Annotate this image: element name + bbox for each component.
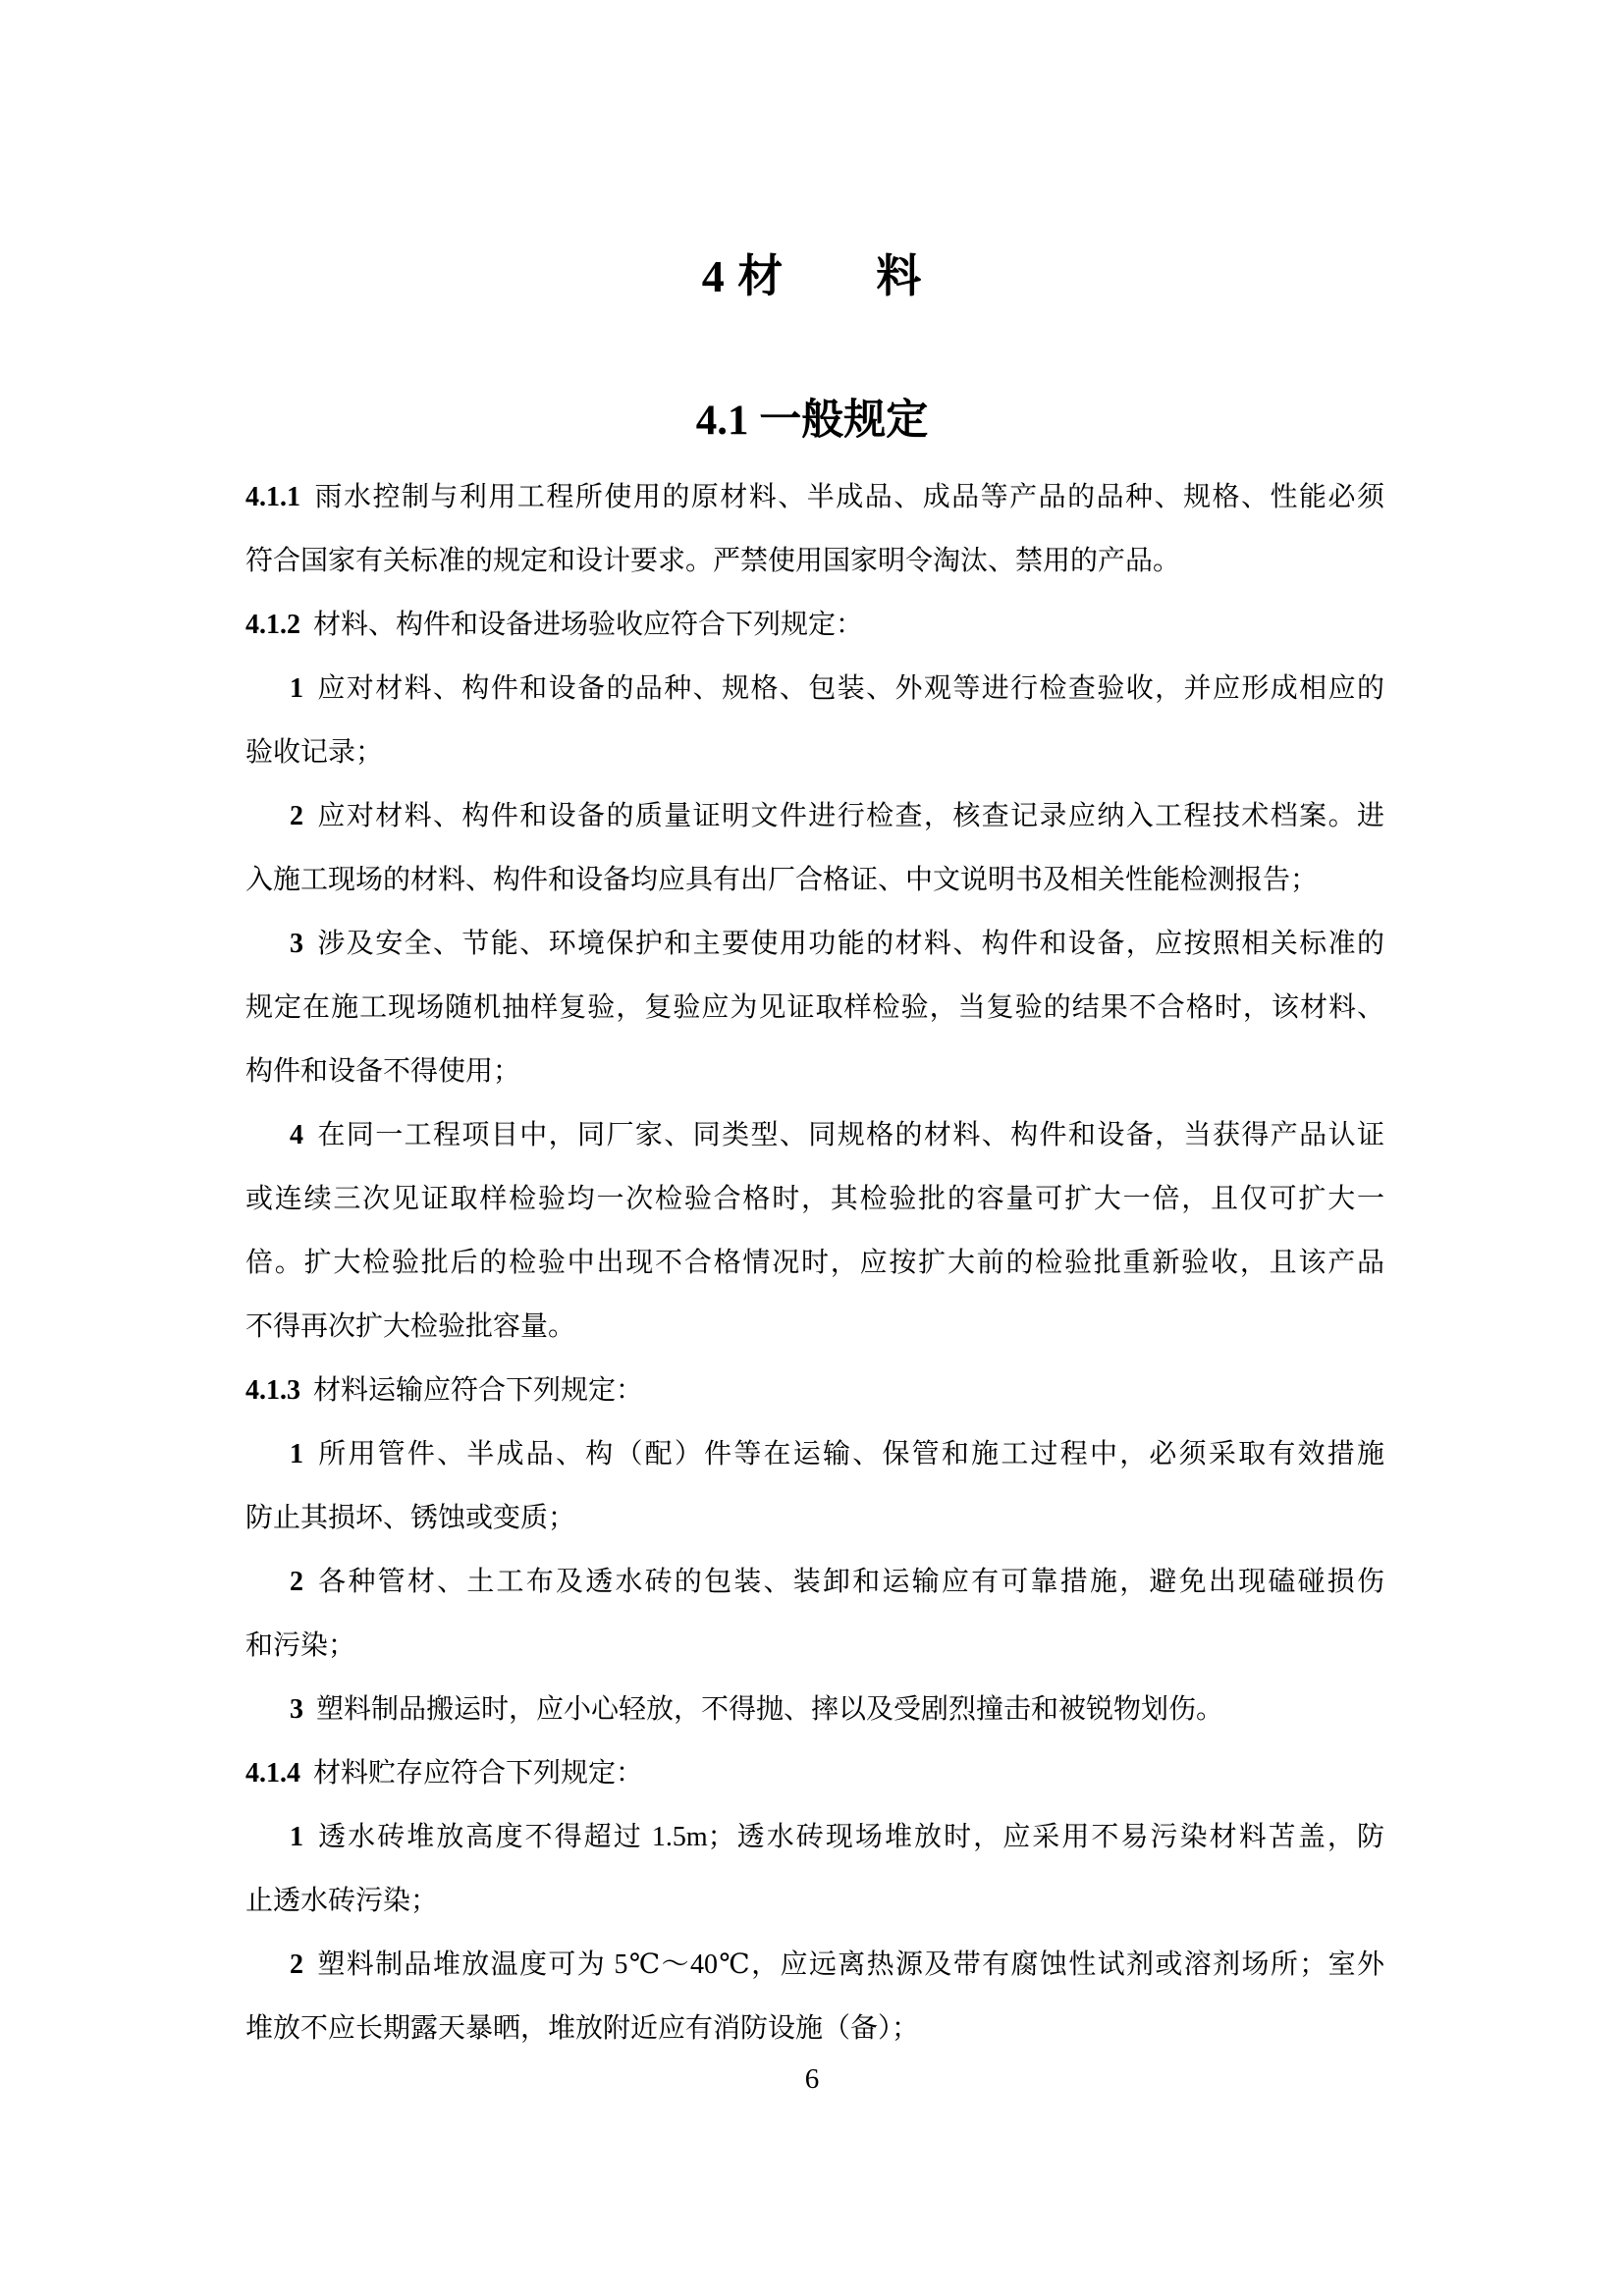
clause-number: 3 [290,929,303,959]
text-line [245,593,1384,657]
text-line [245,529,1384,593]
line-text: 应对材料、构件和设备的质量证明文件进行检查，核查记录应纳入工程技术档案。进 [316,801,1384,831]
text-line [245,657,1384,721]
line-text: 各种管材、土工布及透水砖的包装、装卸和运输应有可靠措施，避免出现磕碰损伤 [316,1567,1384,1597]
text-line [245,912,1384,976]
section-title: 4.1 一般规定 [695,397,929,444]
clause-number: 1 [290,1439,303,1469]
text-line [245,721,1384,784]
line-text: 材料贮存应符合下列规定： [313,1758,644,1789]
line-text: 倍。扩大检验批后的检验中出现不合格情况时，应按扩大前的检验批重新验收，且该产品 [245,1248,1384,1278]
line-text: 雨水控制与利用工程所使用的原材料、半成品、成品等产品的品种、规格、性能必须 [313,482,1384,512]
line-text: 在同一工程项目中，同厂家、同类型、同规格的材料、构件和设备，当获得产品认证 [316,1120,1384,1150]
line-text: 或连续三次见证取样检验均一次检验合格时，其检验批的容量可扩大一倍，且仅可扩大一 [245,1184,1384,1214]
document-body [245,465,1384,2060]
line-text: 材料、构件和设备进场验收应符合下列规定： [313,610,864,640]
text-line [245,1741,1384,1805]
text-line [245,1103,1384,1167]
clause-number: 4 [290,1120,303,1150]
clause-number: 3 [290,1694,303,1725]
text-line [245,1231,1384,1295]
text-line [245,976,1384,1040]
text-line [245,1422,1384,1486]
text-line [245,1167,1384,1231]
line-text: 透水砖堆放高度不得超过 1.5m；透水砖现场堆放时，应采用不易污染材料苫盖，防 [316,1822,1384,1852]
clause-number: 4.1.1 [245,482,300,512]
clause-number: 4.1.4 [245,1758,300,1789]
clause-number: 4.1.3 [245,1375,300,1406]
line-text: 符合国家有关标准的规定和设计要求。严禁使用国家明令淘汰、禁用的产品。 [245,546,1181,576]
clause-number: 2 [290,801,303,831]
line-text: 涉及安全、节能、环境保护和主要使用功能的材料、构件和设备，应按照相关标准的 [316,929,1384,959]
text-line [245,1040,1384,1103]
text-line [245,1678,1384,1741]
line-text: 入施工现场的材料、构件和设备均应具有出厂合格证、中文说明书及相关性能检测报告； [245,865,1319,895]
page-number: 6 [804,2063,820,2095]
line-text: 和污染； [245,1630,356,1661]
line-text: 构件和设备不得使用； [245,1056,521,1087]
line-text: 不得再次扩大检验批容量。 [245,1311,576,1342]
text-line [245,848,1384,912]
text-line [245,1997,1384,2060]
text-line [245,1933,1384,1997]
chapter-title: 4 材 料 [701,250,923,301]
line-text: 塑料制品堆放温度可为 5℃～40℃，应远离热源及带有腐蚀性试剂或溶剂场所；室外 [316,1949,1384,1980]
text-line [245,465,1384,529]
line-text: 材料运输应符合下列规定： [313,1375,644,1406]
text-line [245,1550,1384,1614]
text-line [245,1869,1384,1933]
line-text: 所用管件、半成品、构（配）件等在运输、保管和施工过程中，必须采取有效措施 [316,1439,1384,1469]
line-text: 塑料制品搬运时，应小心轻放，不得抛、摔以及受剧烈撞击和被锐物划伤。 [316,1694,1224,1725]
text-line [245,1359,1384,1422]
clause-number: 2 [290,1567,303,1597]
line-text: 防止其损坏、锈蚀或变质； [245,1503,576,1533]
clause-number: 2 [290,1949,303,1980]
clause-number: 1 [290,673,303,704]
text-line [245,784,1384,848]
line-text: 堆放不应长期露天暴晒，堆放附近应有消防设施（备）； [245,2013,920,2044]
text-line [245,1295,1384,1359]
clause-number: 4.1.2 [245,610,300,640]
text-line [245,1805,1384,1869]
clause-number: 1 [290,1822,303,1852]
line-text: 应对材料、构件和设备的品种、规格、包装、外观等进行检查验收，并应形成相应的 [316,673,1384,704]
text-line [245,1486,1384,1550]
line-text: 止透水砖污染； [245,1886,439,1916]
line-text: 规定在施工现场随机抽样复验，复验应为见证取样检验，当复验的结果不合格时，该材料、 [245,992,1384,1023]
text-line [245,1614,1384,1678]
line-text: 验收记录； [245,737,384,768]
